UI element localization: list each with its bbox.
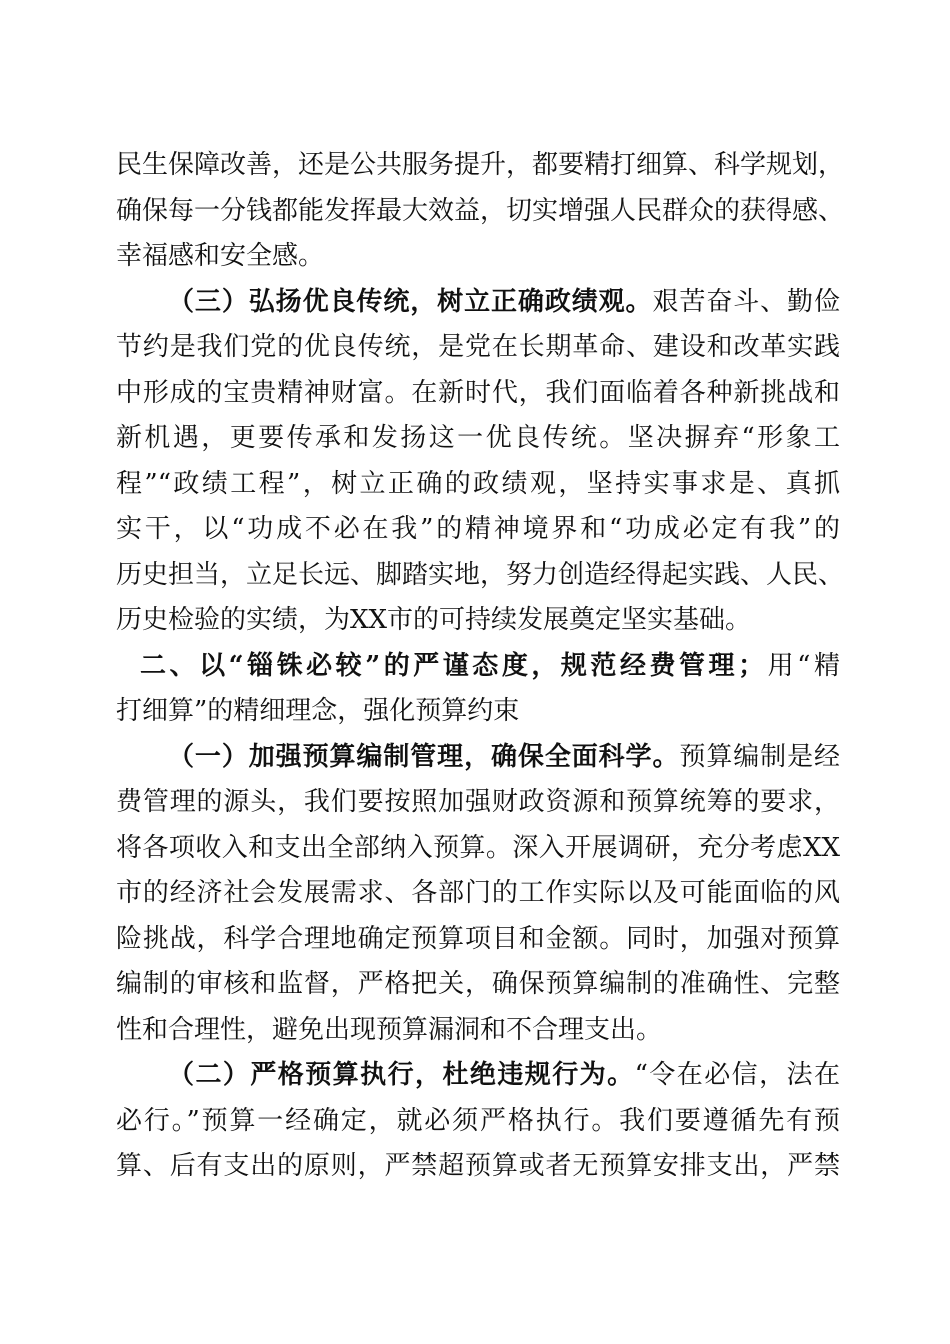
section-heading-bold: 二、以“锱铢必较”的严谨态度，规范经费管理；: [140, 650, 765, 681]
text-line: 必行。”预算一经确定，就必须严格执行。我们要遵循先有预: [116, 1105, 840, 1136]
text-segment: 艰苦奋斗、勤俭: [652, 286, 840, 317]
paragraph-2: [116, 280, 845, 644]
text-line: 险挑战，科学合理地确定预算项目和金额。同时，加强对预算: [116, 923, 840, 954]
text-line: 市的经济社会发展需求、各部门的工作实际以及可能面临的风: [116, 878, 840, 908]
text-line: 历史担当，立足长远、脚踏实地，努力创造经得起实践、人民、: [116, 559, 845, 590]
text-line: [116, 1053, 840, 1099]
text-line: 打细算”的精细理念，强化预算约束: [116, 696, 520, 726]
text-line: [116, 735, 840, 781]
paragraph-4: [116, 1053, 840, 1190]
subsection-heading-3: （三）弘扬优良传统，树立正确政绩观。: [168, 286, 653, 317]
text-line: 程”“政绩工程”，树立正确的政绩观，坚持实事求是、真抓: [116, 468, 840, 499]
text-line: 费管理的源头，我们要按照加强财政资源和预算统筹的要求，: [116, 787, 840, 817]
subsection-heading-1: （一）加强预算编制管理，确保全面科学。: [168, 741, 680, 772]
text-line: 将各项收入和支出全部纳入预算。深入开展调研，充分考虑XX: [116, 832, 840, 863]
document-page: [116, 143, 845, 1190]
text-line: 确保每一分钱都能发挥最大效益，切实增强人民群众的获得感、: [116, 195, 845, 226]
text-line: 新机遇，更要传承和发扬这一优良传统。坚决摒弃“形象工: [116, 423, 840, 453]
text-segment: “令在必信，法在: [634, 1060, 840, 1090]
paragraph-3: [116, 735, 840, 1054]
text-line: 幸福感和安全感。: [116, 241, 325, 271]
text-line: 历史检验的实绩，为XX市的可持续发展奠定坚实基础。: [116, 605, 752, 635]
section-heading-2: [116, 644, 840, 735]
text-line: [116, 280, 840, 326]
text-line: 中形成的宝贵精神财富。在新时代，我们面临着各种新挑战和: [116, 377, 840, 408]
text-line: 实干，以“功成不必在我”的精神境界和“功成必定有我”的: [116, 514, 840, 544]
text-line: 性和合理性，避免出现预算漏洞和不合理支出。: [116, 1014, 663, 1045]
text-segment: 用“精: [764, 650, 840, 681]
paragraph-1: [116, 143, 845, 280]
subsection-heading-2: （二）严格预算执行，杜绝违规行为。: [168, 1060, 635, 1090]
text-segment: 预算编制是经: [679, 741, 840, 772]
text-line: [116, 644, 840, 690]
text-line: 民生保障改善，还是公共服务提升，都要精打细算、科学规划，: [116, 150, 845, 180]
text-line: 节约是我们党的优良传统，是党在长期革命、建设和改革实践: [116, 332, 840, 362]
text-line: 算、后有支出的原则，严禁超预算或者无预算安排支出，严禁: [116, 1151, 840, 1181]
text-line: 编制的审核和监督，严格把关，确保预算编制的准确性、完整: [116, 969, 840, 999]
